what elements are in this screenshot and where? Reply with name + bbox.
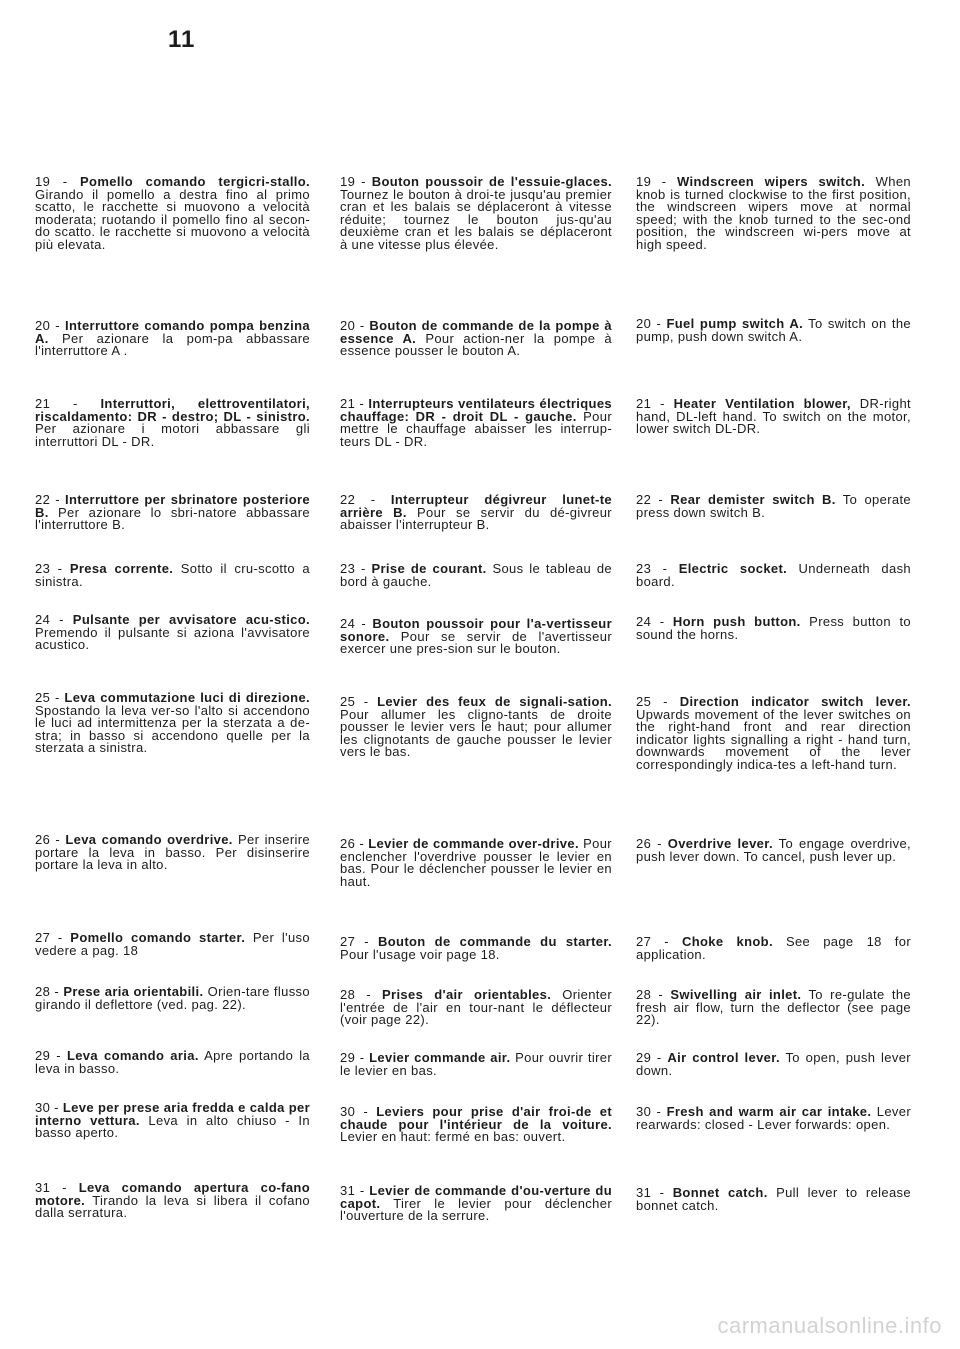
entry-it-20 <box>35 320 310 358</box>
entry-number: 27 - <box>340 934 379 949</box>
entry-it-25 <box>35 692 310 755</box>
entry-number: 21 - <box>636 396 674 411</box>
entry-number: 24 - <box>636 614 673 629</box>
entry-number: 26 - <box>35 832 66 847</box>
entry-number: 20 - <box>35 318 66 333</box>
entry-it-31 <box>35 1182 310 1220</box>
entry-en-20 <box>636 318 911 343</box>
entry-number: 19 - <box>636 174 678 189</box>
entry-body: Per azionare lo sbri-natore abbassare l'interruttore B. <box>35 504 310 533</box>
entry-body: Pull lever to release bonnet catch. <box>636 1185 911 1213</box>
entry-number: 22 - <box>35 492 66 507</box>
entry-title: Pulsante per avvisatore acu-stico. <box>72 612 310 627</box>
entry-body: Pour action-ner la pompe à essence pousser le bouton A. <box>340 330 613 359</box>
entry-fr-22 <box>340 494 612 532</box>
entry-title: Leva comando overdrive. <box>65 832 233 847</box>
entry-title: Levier de commande d'ou-verture du capot. <box>340 1183 613 1211</box>
entry-body: Girando il pomello a destra fino al primo scatto, le racchette si muovono a velocità moderata; ruotando il pomello fino al secon-do scatto. le racchette si muovono a velocità più elevata. <box>35 186 310 252</box>
entry-title: Interrupteurs ventilateurs électriques chauffage: DR - droit DL - gauche. <box>340 396 612 424</box>
entry-it-19 <box>35 176 310 252</box>
entry-body: To open, push lever down. <box>636 1050 911 1078</box>
entry-it-21 <box>35 398 310 448</box>
entry-title: Leviers pour prise d'air froi-de et chaude pour l'intérieur de la voiture. <box>340 1104 613 1132</box>
entry-body: Orien-tare flusso girando il deflettore (ved. pag. 22). <box>35 984 310 1012</box>
entry-body: Pour ouvrir tirer le levier en bas. <box>340 1050 613 1078</box>
entry-title: Electric socket. <box>678 561 788 576</box>
entry-en-24 <box>636 616 911 641</box>
entry-fr-20 <box>340 320 612 358</box>
entry-en-29 <box>636 1052 911 1077</box>
entry-number: 22 - <box>636 492 671 507</box>
entry-en-23 <box>636 563 911 588</box>
entry-body: Per inserire portare la leva in basso. Per disinserire portare la leva in alto. <box>35 832 310 873</box>
entry-body: Pour allumer les cligno-tants de droite pousser le levier vers le haut; pour allumer les clignotants de gauche pousser le levier vers le bas. <box>340 706 612 760</box>
entry-title: Presa corrente. <box>69 561 174 576</box>
entry-number: 26 - <box>340 836 369 851</box>
entry-title: Interruttore comando pompa benzina A. <box>35 318 310 346</box>
entry-title: Pomello comando tergicri-stallo. <box>80 174 310 189</box>
entry-body: Orienter l'entrée de l'air en tour-nant le déflecteur (voir page 22). <box>340 987 613 1028</box>
entry-body: Pour l'usage voir page 18. <box>340 946 500 962</box>
entry-title: Heater Ventilation blower, <box>673 396 851 411</box>
entry-fr-31 <box>340 1185 612 1223</box>
entry-title: Fresh and warm air car intake. <box>666 1104 872 1119</box>
entry-number: 25 - <box>636 694 680 709</box>
entry-number: 23 - <box>636 561 679 576</box>
entry-title: Interrupteur dégivreur lunet-te arrière B. <box>340 492 612 520</box>
entry-number: 26 - <box>636 836 668 851</box>
entry-title: Interruttore per sbrinatore posteriore B. <box>35 492 310 520</box>
entry-title: Levier de commande over-drive. <box>368 836 579 851</box>
entry-title: Prese aria orientabili. <box>63 984 204 999</box>
entry-title: Leva comando aria. <box>66 1048 199 1063</box>
entry-it-22 <box>35 494 310 532</box>
entry-fr-19 <box>340 176 612 252</box>
entry-body: Apre portando la leva in basso. <box>35 1048 311 1076</box>
entry-number: 31 - <box>340 1183 370 1198</box>
page-number: 11 <box>168 26 196 53</box>
entry-it-30 <box>35 1102 310 1140</box>
entry-fr-24 <box>340 618 612 656</box>
entry-it-26 <box>35 834 310 872</box>
entry-title: Choke knob. <box>681 934 773 949</box>
entry-number: 20 - <box>340 318 370 333</box>
entry-en-25 <box>636 696 911 772</box>
entry-title: Leva comando apertura co-fano motore. <box>35 1180 311 1208</box>
entry-title: Bouton de commande du starter. <box>378 934 612 949</box>
entry-body: Lever rearwards: closed - Lever forwards: open. <box>636 1104 912 1132</box>
entry-body: Sotto il cru-scotto a sinistra. <box>35 561 310 589</box>
entry-number: 25 - <box>35 690 65 705</box>
entry-fr-29 <box>340 1052 612 1077</box>
entry-number: 30 - <box>636 1104 667 1119</box>
entry-en-31 <box>636 1187 911 1212</box>
entry-title: Swivelling air inlet. <box>670 987 802 1002</box>
entry-body: Pour se servir de l'avertisseur exercer une pres-sion sur le bouton. <box>340 628 612 657</box>
entry-title: Pomello comando starter. <box>70 930 246 945</box>
entry-body: Levier en haut: fermé en bas: ouvert. <box>340 1129 566 1145</box>
entry-body: Pour se servir du dé-givreur abaisser l'interrupteur B. <box>340 504 612 533</box>
entry-fr-25 <box>340 696 612 759</box>
entry-number: 29 - <box>340 1050 370 1065</box>
entry-title: Horn push button. <box>672 614 801 629</box>
entry-number: 28 - <box>636 987 671 1002</box>
entry-title: Bouton poussoir pour l'a-vertisseur sonore. <box>340 616 612 644</box>
entry-body: Press button to sound the horns. <box>636 614 911 642</box>
entry-number: 23 - <box>35 561 70 576</box>
entry-number: 19 - <box>35 174 81 189</box>
entry-title: Bonnet catch. <box>672 1185 768 1200</box>
entry-en-21 <box>636 398 911 436</box>
entry-it-24 <box>35 614 310 652</box>
entry-title: Leva commutazione luci di direzione. <box>64 690 310 705</box>
entry-en-22 <box>636 494 911 519</box>
entry-title: Direction indicator switch lever. <box>679 694 911 709</box>
entry-en-28 <box>636 989 911 1027</box>
entry-number: 24 - <box>340 616 373 631</box>
entry-title: Bouton de commande de la pompe à essence A. <box>340 318 612 346</box>
entry-body: To operate press down switch B. <box>636 492 912 520</box>
watermark: carmanualsonline.info <box>717 1313 942 1338</box>
entry-body: Underneath dash board. <box>636 561 912 589</box>
entry-fr-30 <box>340 1106 612 1144</box>
entry-body: Premendo il pulsante si aziona l'avvisatore acustico. <box>35 624 310 653</box>
entry-body: Pour enclencher l'overdrive pousser le levier en bas. Pour le déclencher pousser le levier en haut. <box>340 836 612 889</box>
entry-title: Overdrive lever. <box>667 836 773 851</box>
entry-number: 28 - <box>340 987 383 1002</box>
entry-title: Interruttori, elettroventilatori, riscaldamento: DR - destro; DL - sinistro. <box>35 396 310 424</box>
entry-body: Per azionare i motori abbassare gli interruttori DL - DR. <box>35 421 310 449</box>
entry-number: 31 - <box>35 1180 79 1195</box>
entry-number: 27 - <box>35 930 71 945</box>
entry-it-28 <box>35 986 310 1011</box>
entry-title: Air control lever. <box>667 1050 780 1065</box>
entry-body: Tirando la leva si libera il cofano dalla serratura. <box>35 1192 310 1221</box>
entry-en-30 <box>636 1106 911 1131</box>
entry-body: To switch on the pump, push down switch A. <box>636 316 912 344</box>
entry-body: Pour mettre le chauffage abaisser les interrup-teurs DL - DR. <box>340 408 613 449</box>
entry-number: 27 - <box>636 934 682 949</box>
entry-body: Spostando la leva ver-so l'alto si accendono le luci ad intermittenza per la sterzata a de-stra; in basso si accendono quelle per la sterzata a sinistra. <box>35 702 310 756</box>
entry-number: 19 - <box>340 174 372 189</box>
entry-title: Prises d'air orientables. <box>382 987 552 1002</box>
entry-number: 25 - <box>340 694 378 709</box>
entry-title: Bouton poussoir de l'essuie-glaces. <box>371 174 612 189</box>
entry-number: 24 - <box>35 612 73 627</box>
entry-body: To engage overdrive, push lever down. To cancel, push lever up. <box>636 836 912 864</box>
entry-fr-21 <box>340 398 612 448</box>
entry-number: 23 - <box>340 561 372 576</box>
entry-number: 28 - <box>35 984 64 999</box>
entry-number: 29 - <box>636 1050 668 1065</box>
entry-number: 20 - <box>636 316 667 331</box>
entry-fr-26 <box>340 838 612 888</box>
entry-body: Sous le tableau de bord à gauche. <box>340 561 612 589</box>
entry-body: When knob is turned clockwise to the first position, the windscreen wipers move at normal speed; with the knob turned to the sec-ond position, the windscreen wi-pers move at high speed. <box>636 174 912 252</box>
entry-body: Per l'uso vedere a pag. 18 <box>35 930 310 958</box>
entry-en-27 <box>636 936 911 961</box>
entry-number: 29 - <box>35 1048 67 1063</box>
entry-body: Leva in alto chiuso - In basso aperto. <box>35 1112 310 1141</box>
entry-body: To re-gulate the fresh air flow, turn the deflector (see page 22). <box>636 987 911 1028</box>
entry-it-27 <box>35 932 310 957</box>
entry-fr-23 <box>340 563 612 588</box>
entry-number: 21 - <box>35 396 101 411</box>
entry-en-26 <box>636 838 911 863</box>
entry-title: Fuel pump switch A. <box>666 316 804 331</box>
entry-title: Prise de courant. <box>371 561 487 576</box>
entry-number: 31 - <box>636 1185 673 1200</box>
entry-number: 22 - <box>340 492 391 507</box>
entry-number: 30 - <box>35 1100 63 1115</box>
entry-body: Tournez le bouton à droi-te jusqu'au premier cran et les balais se déplaceront à vitesse réduite; tournez le bouton jus-qu'au deuxième cran et les balais se déplaceront à une vitesse plus élevée. <box>340 186 612 252</box>
entry-body: See page 18 for application. <box>636 934 912 962</box>
entry-title: Leve per prese aria fredda e calda per interno vettura. <box>35 1100 311 1128</box>
entry-title: Rear demister switch B. <box>670 492 836 507</box>
entry-title: Levier des feux de signali-sation. <box>377 694 612 709</box>
entry-fr-27 <box>340 936 612 961</box>
entry-number: 30 - <box>340 1104 377 1119</box>
entry-en-19 <box>636 176 911 252</box>
entry-title: Windscreen wipers switch. <box>677 174 866 189</box>
entry-body: Upwards movement of the lever switches on the right-hand front and rear direction indicator lights signalling a right - hand turn, downwards movement of the lever correspondingly indica-tes a left-hand turn. <box>636 706 911 772</box>
entry-body: Per azionare la pom-pa abbassare l'interruttore A . <box>35 330 310 359</box>
entry-it-23 <box>35 563 310 588</box>
entry-it-29 <box>35 1050 310 1075</box>
entry-body: Tirer le levier pour déclencher l'ouverture de la serrure. <box>340 1195 612 1224</box>
entry-title: Levier commande air. <box>369 1050 511 1065</box>
entry-fr-28 <box>340 989 612 1027</box>
entry-number: 21 - <box>340 396 369 411</box>
entry-body: DR-right hand, DL-left hand. To switch on the motor, lower switch DL-DR. <box>636 396 911 437</box>
